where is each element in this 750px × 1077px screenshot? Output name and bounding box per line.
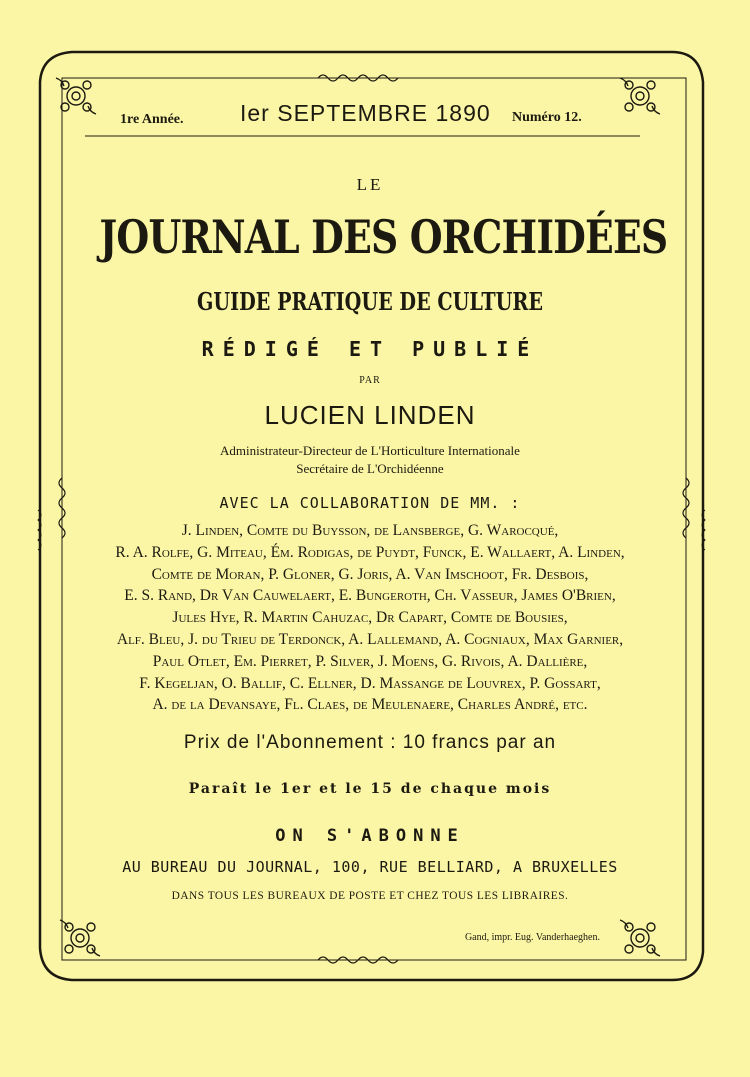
author-role-1: Administrateur-Directeur de L'Horticulture Internationale	[220, 443, 520, 458]
publication-schedule: Paraît le 1er et le 15 de chaque mois	[188, 781, 552, 797]
bureau-address: AU BUREAU DU JOURNAL, 100, RUE BELLIARD, A BRUXELLES	[122, 858, 618, 876]
collaborators-list	[40, 520, 700, 716]
issue-date: Ier SEPTEMBRE 1890	[240, 100, 491, 126]
collaborators-line: R. A. Rolfe, G. Miteau, Ém. Rodigas, de Puydt, Funck, E. Wallaert, A. Linden,	[115, 543, 625, 561]
header-row	[80, 100, 660, 130]
collaborators-line: A. de la Devansaye, Fl. Claes, de Meulenaere, Charles André, etc.	[152, 696, 588, 714]
on-sabonne-heading: ON S'ABONNE	[275, 826, 465, 846]
title-article: LE	[356, 175, 384, 194]
collaborators-line: J. Linden, Comte du Buysson, de Lansberge, G. Warocqué,	[181, 522, 559, 539]
collaborators-line: Alf. Bleu, J. du Trieu de Terdonck, A. Lallemand, A. Cogniaux, Max Garnier,	[116, 630, 624, 648]
collaborators-line: F. Kegeljan, O. Ballif, C. Ellner, D. Massange de Louvrex, P. Gossart,	[139, 674, 601, 692]
author-role-2: Secrétaire de L'Orchidéenne	[296, 461, 444, 476]
printer-imprint: Gand, impr. Eug. Vanderhaeghen.	[464, 932, 600, 943]
collaborators-line: Comte de Moran, P. Gloner, G. Joris, A. Van Imschoot, Fr. Desbois,	[151, 565, 589, 583]
collaborators-line: Paul Otlet, Em. Pierret, P. Silver, J. Moens, G. Rivois, A. Dallière,	[152, 652, 588, 670]
other-subscription-points: DANS TOUS LES BUREAUX DE POSTE ET CHEZ TOUS LES LIBRAIRES.	[171, 888, 569, 902]
par-label: PAR	[359, 375, 381, 386]
collaboration-heading: AVEC LA COLLABORATION DE MM. :	[219, 494, 521, 512]
collaborators-line: Jules Hye, R. Martin Cahuzac, Dr Capart, Comte de Bousies,	[172, 609, 568, 627]
subscription-price: Prix de l'Abonnement : 10 francs par an	[183, 732, 557, 753]
journal-subtitle: GUIDE PRATIQUE DE CULTURE	[197, 287, 543, 316]
author-name: LUCIEN LINDEN	[264, 400, 476, 430]
year-label: 1re Année.	[120, 112, 184, 127]
redige-et-publie: RÉDIGÉ ET PUBLIÉ	[201, 337, 539, 361]
issue-number: Numéro 12.	[512, 110, 582, 125]
collaborators-line: E. S. Rand, Dr Van Cauwelaert, E. Bungeroth, Ch. Vasseur, James O'Brien,	[124, 587, 616, 605]
journal-title: JOURNAL DES ORCHIDÉES	[99, 210, 668, 264]
